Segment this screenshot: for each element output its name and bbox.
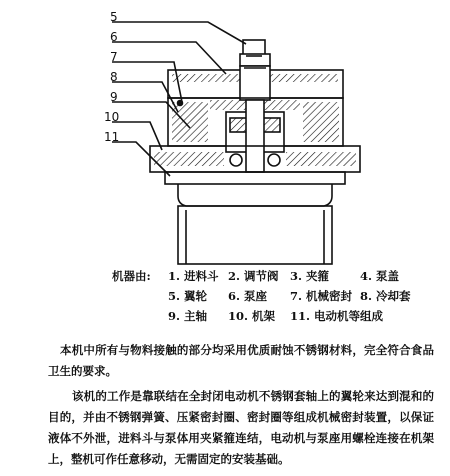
callout-7: 7 [110, 50, 118, 64]
legend-item: 3. 夹箍 [290, 269, 330, 283]
callout-6: 6 [110, 30, 118, 44]
callout-5: 5 [110, 10, 118, 24]
legend-title: 机器由: [112, 269, 151, 283]
legend-item: 7. 机械密封 [290, 289, 353, 303]
paragraph-1-text: 本机中所有与物料接触的部分均采用优质耐蚀不锈钢材料，完全符合食品卫生的要求。 [48, 343, 434, 378]
paragraph-2-text: 该机的工作是靠联结在全封闭电动机不锈钢套轴上的翼轮来达到混和的目的，并由不锈钢弹簧、压紧密封圈、密封圈等组成机械密封装置，以保证液体不外泄，进料斗与泵体用夹紧箍连结，电动机与泵座用螺栓连接在机架上，整机可作任意移动，无需固定的安装基础。 [48, 389, 434, 466]
legend-item: 8. 冷却套 [360, 289, 411, 303]
legend-item: 10. 机架 [228, 309, 276, 323]
legend-item: 11. 电动机等组成 [290, 309, 384, 323]
legend-item: 5. 翼轮 [168, 289, 208, 303]
motor-body [178, 206, 332, 264]
legend-item: 1. 进料斗 [168, 269, 219, 283]
callout-11: 11 [104, 130, 120, 144]
legend-item: 9. 主轴 [168, 309, 208, 323]
paragraph-operation [48, 386, 434, 470]
legend-item: 6. 泵座 [228, 289, 268, 303]
legend-item: 4. 泵盖 [360, 269, 400, 283]
paragraph-materials [48, 340, 434, 382]
motor-flange [165, 172, 345, 184]
callout-9: 9 [110, 90, 118, 104]
callout-8: 8 [110, 70, 118, 84]
callout-10: 10 [104, 110, 120, 124]
legend-item: 2. 调节阀 [228, 269, 279, 283]
